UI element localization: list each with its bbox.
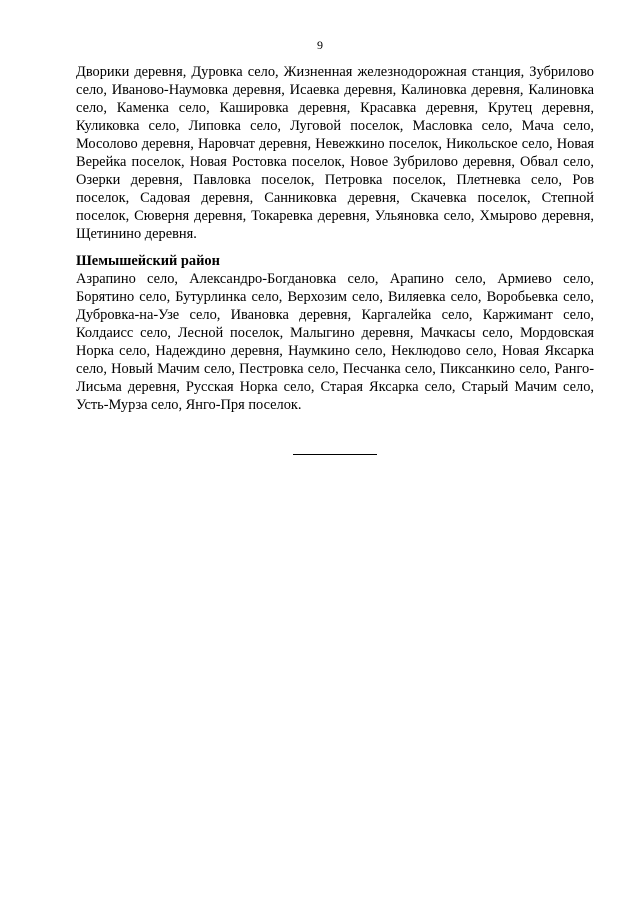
end-divider-line [293, 454, 377, 455]
district-heading: Шемышейский район [76, 253, 220, 269]
district-settlement-list-paragraph: Азрапино село, Александро-Богдановка село, Арапино село, Армиево село, Борятино село, Бутурлинка село, Верхозим село, Виляевка село, Воробьевка село, Дубровка-на-Узе село, Ивановка деревня, Каргалейка село, Каржимант село, Колдаисс село, Лесной поселок, Малыгино деревня, Мачкасы село, Мордовская Норка село, Надеждино деревня, Наумкино село, Неклюдово село, Новая Яксарка село, Новый Мачим село, Пестровка село, Песчанка село, Пиксанкино село, Ранго-Лисьма деревня, Русская Норка село, Старая Яксарка село, Старый Мачим село, Усть-Мурза село, Янго-Пря поселок. [76, 271, 594, 413]
page-number: 9 [317, 38, 323, 52]
settlement-list-paragraph: Дворики деревня, Дуровка село, Жизненная железнодорожная станция, Зубрилово село, Иваново-Наумовка деревня, Исаевка деревня, Калиновка деревня, Калиновка село, Каменка село, Кашировка деревня, Красавка деревня, Крутец деревня, Куликовка село, Липовка село, Луговой поселок, Масловка село, Мача село, Мосолово деревня, Наровчат деревня, Невежкино поселок, Никольское село, Новая Верейка поселок, Новая Ростовка поселок, Новое Зубрилово деревня, Обвал село, Озерки деревня, Павловка поселок, Петровка поселок, Плетневка село, Ров поселок, Садовая деревня, Санниковка деревня, Скачевка поселок, Степной поселок, Сюверня деревня, Токаревка деревня, Ульяновка село, Хмырово деревня, Щетинино деревня. [76, 64, 594, 242]
